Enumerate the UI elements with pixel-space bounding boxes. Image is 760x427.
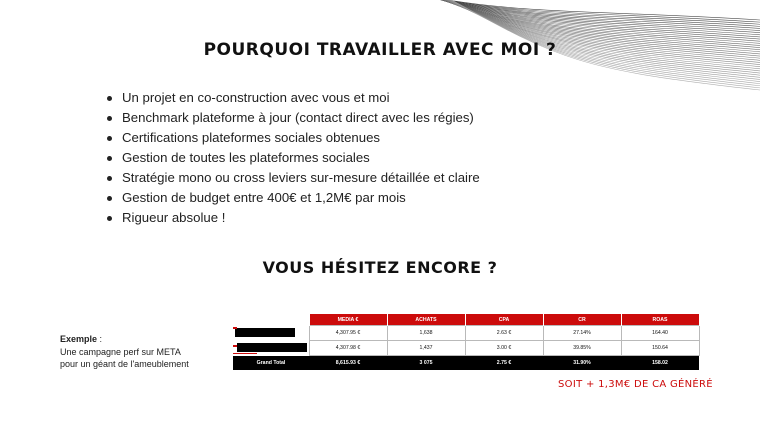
table-header: ACHATS <box>387 314 465 326</box>
list-item: Stratégie mono ou cross leviers sur-mesure détaillée et claire <box>104 168 480 188</box>
table-cell: 4,307.95 € <box>309 326 387 341</box>
example-colon: : <box>97 334 103 344</box>
section-subtitle: VOUS HÉSITEZ ENCORE ? <box>262 258 498 277</box>
total-label: Grand Total <box>233 356 309 371</box>
list-item: Gestion de budget entre 400€ et 1,2M€ par mois <box>104 188 480 208</box>
list-item: Benchmark plateforme à jour (contact direct avec les régies) <box>104 108 480 128</box>
table-header-blank <box>233 314 309 326</box>
table-cell: 4,307.98 € <box>309 341 387 356</box>
list-item: Gestion de toutes les plateformes sociales <box>104 148 480 168</box>
table-header: CR <box>543 314 621 326</box>
performance-table <box>233 314 700 370</box>
table-cell: 3.00 € <box>465 341 543 356</box>
redacted-label <box>233 326 309 341</box>
table-cell: 1,437 <box>387 341 465 356</box>
table-row <box>233 341 699 356</box>
red-marker <box>233 345 237 347</box>
page-title: POURQUOI TRAVAILLER AVEC MOI ? <box>203 40 557 60</box>
table-cell: 3 075 <box>387 356 465 371</box>
example-label: Exemple <box>60 334 98 344</box>
redacted-label <box>233 341 309 356</box>
table-header-row <box>233 314 699 326</box>
list-item: Rigueur absolue ! <box>104 208 480 228</box>
list-item: Certifications plateformes sociales obtenues <box>104 128 480 148</box>
benefits-list <box>104 88 480 228</box>
table-cell: 1,638 <box>387 326 465 341</box>
table-cell: 164.40 <box>621 326 699 341</box>
list-item: Un projet en co-construction avec vous et moi <box>104 88 480 108</box>
table-row <box>233 326 699 341</box>
revenue-note: SOIT + 1,3M€ DE CA GÉNÉRÉ <box>558 379 713 390</box>
table-header: ROAS <box>621 314 699 326</box>
example-line: pour un géant de l'ameublement <box>60 359 189 369</box>
table-cell: 27.14% <box>543 326 621 341</box>
table-cell: 150.64 <box>621 341 699 356</box>
table-total-row <box>233 356 699 371</box>
table-cell: 8,615.93 € <box>309 356 387 371</box>
table-header: CPA <box>465 314 543 326</box>
red-marker <box>233 327 237 329</box>
red-marker <box>233 353 257 354</box>
table-header: MEDIA € <box>309 314 387 326</box>
table-cell: 2.63 € <box>465 326 543 341</box>
table-cell: 158.02 <box>621 356 699 371</box>
table-cell: 39.85% <box>543 341 621 356</box>
example-line: Une campagne perf sur META <box>60 346 181 357</box>
redaction-bar <box>235 328 295 337</box>
table-cell: 31.90% <box>543 356 621 371</box>
example-caption <box>60 333 189 371</box>
redaction-bar <box>237 343 307 352</box>
table-cell: 2.75 € <box>465 356 543 371</box>
